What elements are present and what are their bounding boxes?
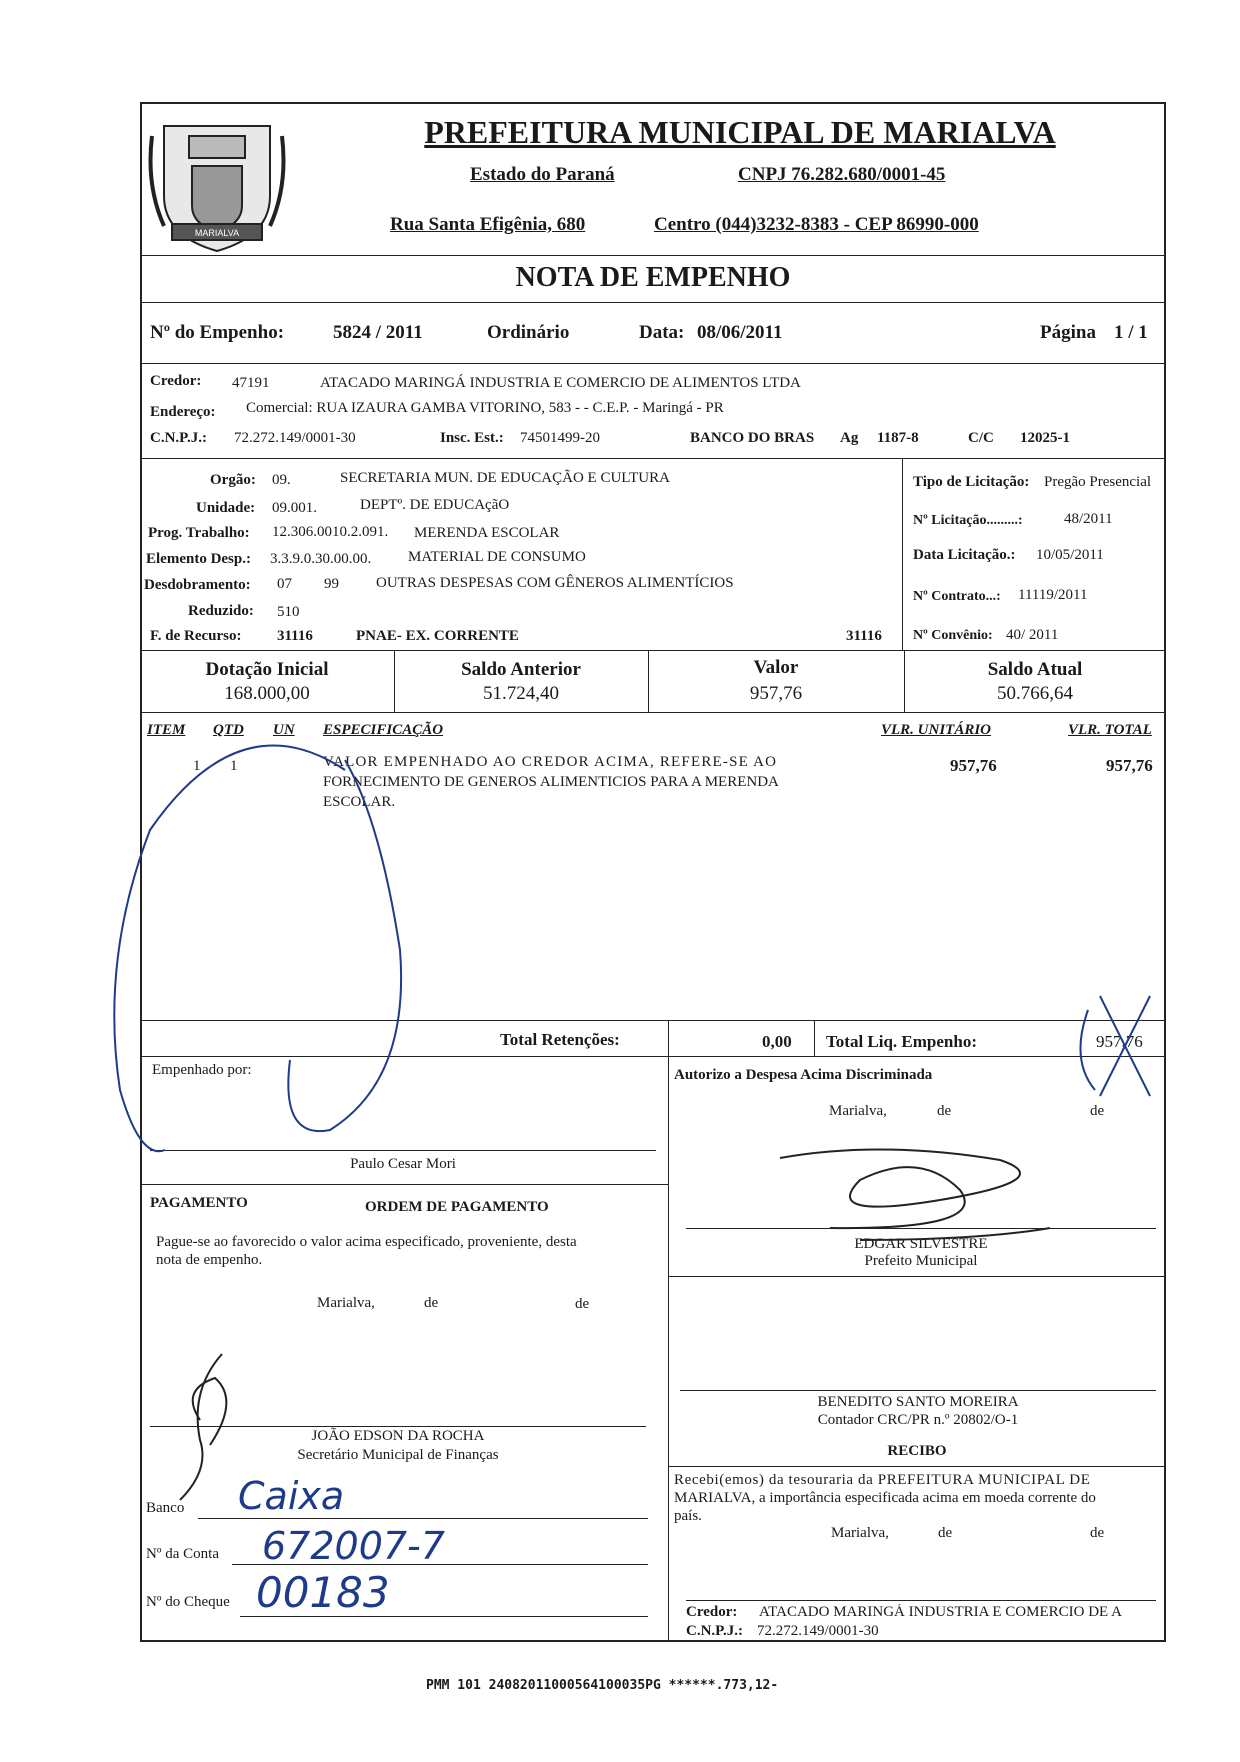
desdobramento-name: OUTRAS DESPESAS COM GÊNEROS ALIMENTÍCIOS — [376, 575, 734, 591]
date-value: 08/06/2011 — [697, 322, 783, 343]
endereco-value: Comercial: RUA IZAURA GAMBA VITORINO, 583 - - C.E.P. - Maringá - PR — [246, 400, 724, 416]
recibo-cnpj-value: 72.272.149/0001-30 — [757, 1623, 879, 1639]
retencoes-value: 0,00 — [762, 1032, 792, 1051]
valor-label: Valor — [753, 657, 799, 678]
empenhado-signer: Paulo Cesar Mori — [350, 1156, 456, 1172]
pagamento-role: Secretário Municipal de Finanças — [297, 1447, 499, 1463]
credor-label: Credor: — [150, 373, 202, 389]
autorizo-role: Prefeito Municipal — [864, 1253, 978, 1269]
col-especificacao: ESPECIFICAÇÃO — [323, 722, 444, 738]
empenho-number: 5824 / 2011 — [333, 322, 423, 343]
recurso-name: PNAE- EX. CORRENTE — [356, 628, 519, 644]
cc-value: 12025-1 — [1020, 430, 1070, 446]
cnpj-header: CNPJ 76.282.680/0001-45 — [738, 164, 946, 185]
recibo-de-1: de — [938, 1525, 953, 1541]
pagamento-de-1: de — [424, 1295, 439, 1311]
ag-label: Ag — [840, 430, 859, 446]
cheque-handwritten: 00183 — [256, 1568, 390, 1617]
saldo-atual-value: 50.766,64 — [997, 683, 1073, 704]
prog-code: 12.306.0010.2.091. — [272, 524, 389, 540]
saldo-anterior-value: 51.724,40 — [483, 683, 559, 704]
recibo-label: RECIBO — [887, 1443, 947, 1459]
item-vlr-total: 957,76 — [1106, 756, 1153, 775]
col-qtd: QTD — [213, 722, 244, 738]
desdobramento-label: Desdobramento: — [144, 577, 251, 593]
elemento-name: MATERIAL DE CONSUMO — [408, 549, 586, 565]
liq-empenho-value: 957,76 — [1096, 1032, 1143, 1051]
address-street: Rua Santa Efigênia, 680 — [390, 214, 586, 235]
item-desc-line-2: FORNECIMENTO DE GENEROS ALIMENTICIOS PARA A MERENDA — [323, 774, 779, 790]
dotacao-inicial-label: Dotação Inicial — [205, 659, 329, 680]
recibo-cnpj-label: C.N.P.J.: — [686, 1623, 743, 1639]
contador-role: Contador CRC/PR n.º 20802/O-1 — [817, 1412, 1019, 1428]
orgao-name: SECRETARIA MUN. DE EDUCAÇÃO E CULTURA — [340, 470, 670, 486]
cc-label: C/C — [968, 430, 994, 446]
licitacao-date-value: 10/05/2011 — [1036, 547, 1104, 563]
endereco-label: Endereço: — [150, 404, 216, 420]
unidade-code: 09.001. — [272, 500, 317, 516]
convenio-label: Nº Convênio: — [913, 628, 993, 643]
date-label: Data: — [639, 322, 685, 343]
saldo-atual-label: Saldo Atual — [987, 659, 1083, 680]
autorizo-de-1: de — [937, 1103, 952, 1119]
item-desc-line-3: ESCOLAR. — [323, 794, 396, 810]
elemento-code: 3.3.9.0.30.00.00. — [270, 551, 372, 567]
item-desc-line-1: VALOR EMPENHADO AO CREDOR ACIMA, REFERE-SE AO — [323, 754, 778, 770]
ag-value: 1187-8 — [877, 430, 919, 446]
recurso-label: F. de Recurso: — [150, 628, 242, 644]
item-number: 1 — [193, 758, 201, 774]
ordem-pagamento-label: ORDEM DE PAGAMENTO — [365, 1199, 549, 1215]
contrato-value: 11119/2011 — [1018, 587, 1088, 603]
autorizo-de-2: de — [1090, 1103, 1105, 1119]
insc-value: 74501499-20 — [520, 430, 600, 446]
orgao-code: 09. — [272, 472, 291, 488]
valor-value: 957,76 — [749, 683, 803, 704]
col-vlr-unitario: VLR. UNITÁRIO — [881, 722, 992, 738]
page-value: 1 / 1 — [1114, 322, 1148, 343]
contador-name: BENEDITO SANTO MOREIRA — [817, 1394, 1019, 1410]
recibo-credor-value: ATACADO MARINGÁ INDUSTRIA E COMERCIO DE A — [759, 1604, 1122, 1620]
col-vlr-total: VLR. TOTAL — [1068, 722, 1152, 738]
reduzido-label: Reduzido: — [188, 603, 254, 619]
unidade-name: DEPTº. DE EDUCAçãO — [360, 497, 510, 513]
tipo-licitacao-value: Pregão Presencial — [1044, 474, 1152, 490]
desdobramento-b: 99 — [324, 576, 339, 592]
svg-text:MARIALVA: MARIALVA — [194, 228, 240, 238]
autorizo-label: Autorizo a Despesa Acima Discriminada — [674, 1067, 933, 1083]
convenio-value: 40/ 2011 — [1006, 627, 1059, 643]
cheque-label: Nº do Cheque — [146, 1594, 230, 1610]
licitacao-date-label: Data Licitação.: — [913, 547, 1016, 563]
pagamento-text-2: nota de empenho. — [156, 1252, 263, 1268]
cnpj-value: 72.272.149/0001-30 — [234, 430, 356, 446]
desdobramento-a: 07 — [277, 576, 292, 592]
empenho-type: Ordinário — [487, 322, 570, 343]
autorizo-signer: EDGAR SILVESTRE — [854, 1236, 988, 1252]
dotacao-inicial-value: 168.000,00 — [224, 683, 310, 704]
pagamento-signer: JOÃO EDSON DA ROCHA — [311, 1428, 485, 1444]
orgao-label: Orgão: — [210, 472, 256, 488]
retencoes-label: Total Retenções: — [500, 1030, 620, 1049]
state-label: Estado do Paraná — [470, 164, 615, 185]
prog-label: Prog. Trabalho: — [148, 525, 250, 541]
page-label: Página — [1040, 322, 1096, 343]
tipo-licitacao-label: Tipo de Licitação: — [913, 474, 1030, 490]
recibo-credor-label: Credor: — [686, 1604, 738, 1620]
address-rest: Centro (044)3232-8383 - CEP 86990-000 — [654, 214, 979, 235]
reduzido-value: 510 — [277, 604, 300, 620]
autorizo-place: Marialva, — [829, 1103, 887, 1119]
recibo-place: Marialva, — [831, 1525, 889, 1541]
cnpj-label: C.N.P.J.: — [150, 430, 207, 446]
conta-label: Nº da Conta — [146, 1546, 219, 1562]
recibo-text-3: país. — [674, 1508, 702, 1524]
banco-handwritten: Caixa — [238, 1474, 345, 1518]
prog-name: MERENDA ESCOLAR — [414, 525, 560, 541]
col-un: UN — [273, 722, 295, 738]
col-item: ITEM — [147, 722, 186, 738]
item-qtd: 1 — [230, 758, 238, 774]
licitacao-number-label: Nº Licitação.........: — [913, 513, 1023, 528]
empenho-label: Nº do Empenho: — [150, 322, 285, 343]
pagamento-place: Marialva, — [317, 1295, 375, 1311]
elemento-label: Elemento Desp.: — [146, 551, 251, 567]
contrato-label: Nº Contrato...: — [913, 589, 1001, 604]
recurso-code: 31116 — [277, 628, 313, 644]
conta-handwritten: 672007-7 — [262, 1524, 445, 1568]
recibo-de-2: de — [1090, 1525, 1105, 1541]
licitacao-number-value: 48/2011 — [1064, 511, 1113, 527]
footer-code: PMM 101 24082011000564100035PG ******.773,12- — [426, 1678, 779, 1693]
liq-empenho-label: Total Liq. Empenho: — [826, 1032, 977, 1051]
pagamento-text-1: Pague-se ao favorecido o valor acima especificado, proveniente, desta — [156, 1234, 577, 1250]
credor-code: 47191 — [232, 375, 270, 391]
saldo-anterior-label: Saldo Anterior — [461, 659, 581, 680]
document-title: NOTA DE EMPENHO — [515, 262, 791, 293]
item-vlr-unitario: 957,76 — [950, 756, 997, 775]
bank-name: BANCO DO BRAS — [690, 430, 815, 446]
unidade-label: Unidade: — [196, 500, 256, 516]
pagamento-label: PAGAMENTO — [150, 1195, 248, 1211]
recibo-text-1: Recebi(emos) da tesouraria da PREFEITURA MUNICIPAL DE — [674, 1472, 1091, 1488]
credor-name: ATACADO MARINGÁ INDUSTRIA E COMERCIO DE ALIMENTOS LTDA — [320, 375, 801, 391]
banco-label: Banco — [146, 1500, 185, 1516]
empenhado-por-label: Empenhado por: — [152, 1062, 252, 1078]
pagamento-de-2: de — [575, 1296, 590, 1312]
insc-label: Insc. Est.: — [440, 430, 504, 446]
municipality-title: PREFEITURA MUNICIPAL DE MARIALVA — [424, 114, 1056, 150]
recibo-text-2: MARIALVA, a importância especificada acima em moeda corrente do — [674, 1490, 1096, 1506]
recurso-code-2: 31116 — [846, 628, 882, 644]
